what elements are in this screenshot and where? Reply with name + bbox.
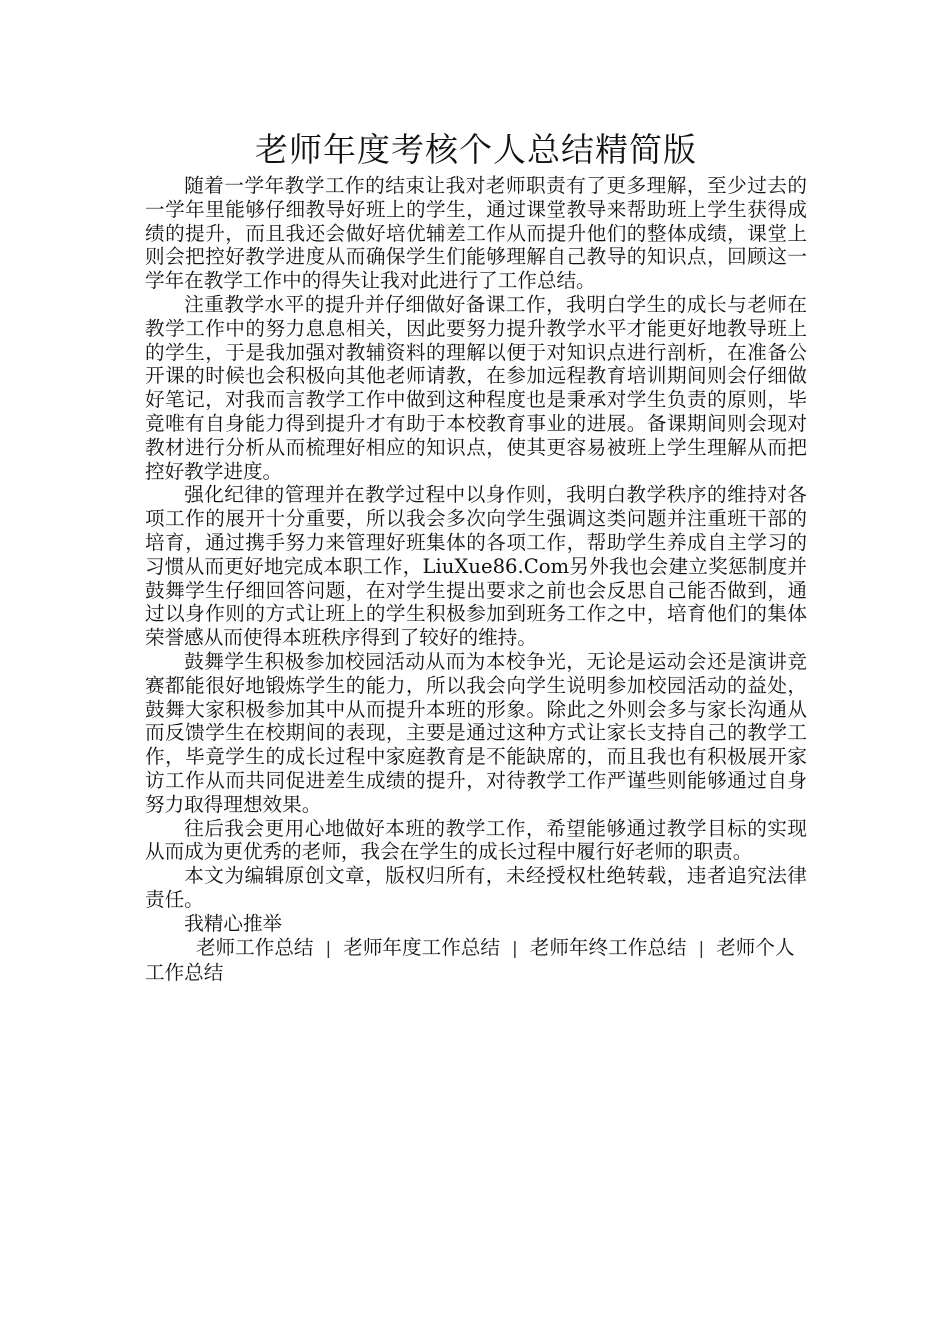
recommend-link-teacher-year-end-summary[interactable]: 老师年终工作总结 xyxy=(529,935,687,959)
page-title: 老师年度考核个人总结精简版 xyxy=(255,130,697,169)
paragraph-intro: 随着一学年教学工作的结束让我对老师职责有了更多理解，至少过去的一学年里能够仔细教导好班上的学生，通过课堂教导来帮助班上学生获得成绩的提升，而且我还会做好培优辅差工作从而提升他们的整体成绩，课堂上则会把控好教学进度从而确保学生们能够理解自己教导的知识点，回顾这一学年在教学工作中的得失让我对此进行了工作总结。 xyxy=(145,174,807,293)
link-separator: | xyxy=(512,938,518,959)
paragraph-discipline: 强化纪律的管理并在教学过程中以身作则，我明白教学秩序的维持对各项工作的展开十分重要，所以我会多次向学生强调这类问题并注重班干部的培育，通过携手努力来管理好班集体的各项工作，帮助学生养成自主学习的习惯从而更好地完成本职工作，LiuXue86.Com另外我也会建立奖惩制度并鼓舞学生仔细回答问题，在对学生提出要求之前也会反思自己能否做到，通过以身作则的方式让班上的学生积极参加到班务工作之中，培育他们的集体荣誉感从而使得本班秩序得到了较好的维持。 xyxy=(145,483,807,650)
paragraph-activities: 鼓舞学生积极参加校园活动从而为本校争光，无论是运动会还是演讲竞赛都能很好地锻炼学生的能力，所以我会向学生说明参加校园活动的益处，鼓舞大家积极参加其中从而提升本班的形象。除此之外则会多与家长沟通从而反馈学生在校期间的表现，主要是通过这种方式让家长支持自己的教学工作，毕竟学生的成长过程中家庭教育是不能缺席的，而且我也有积极展开家访工作从而共同促进差生成绩的提升，对待教学工作严谨些则能够通过自身努力取得理想效果。 xyxy=(145,649,807,816)
link-separator: | xyxy=(325,938,332,959)
recommend-link-teacher-work-summary[interactable]: 老师工作总结 xyxy=(195,935,314,959)
recommend-link-teacher-annual-summary[interactable]: 老师年度工作总结 xyxy=(343,935,500,959)
paragraph-teaching-level: 注重教学水平的提升并仔细做好备课工作，我明白学生的成长与老师在教学工作中的努力息息相关，因此要努力提升教学水平才能更好地教导班上的学生，于是我加强对教辅资料的理解以便于对知识点进行剖析，在准备公开课的时候也会积极向其他老师请教，在参加远程教育培训期间则会仔细做好笔记，对我而言教学工作中做到这种程度也是秉承对学生负责的原则，毕竟唯有自身能力得到提升才有助于本校教育事业的进展。备课期间则会现对教材进行分析从而梳理好相应的知识点，使其更容易被班上学生理解从而把控好教学进度。 xyxy=(145,292,807,483)
paragraph-outlook: 往后我会更用心地做好本班的教学工作，希望能够通过教学目标的实现从而成为更优秀的老师，我会在学生的成长过程中履行好老师的职责。 xyxy=(145,816,807,864)
paragraph-copyright: 本文为编辑原创文章，版权归所有，未经授权杜绝转载，违者追究法律责任。 xyxy=(145,864,807,911)
link-separator: | xyxy=(698,938,705,959)
document-page xyxy=(145,128,807,985)
recommend-links xyxy=(145,936,807,986)
recommend-label: 我精心推举 xyxy=(184,911,283,935)
recommend-link-teacher-personal-summary[interactable]: 老师个人工作总结 xyxy=(145,935,795,985)
